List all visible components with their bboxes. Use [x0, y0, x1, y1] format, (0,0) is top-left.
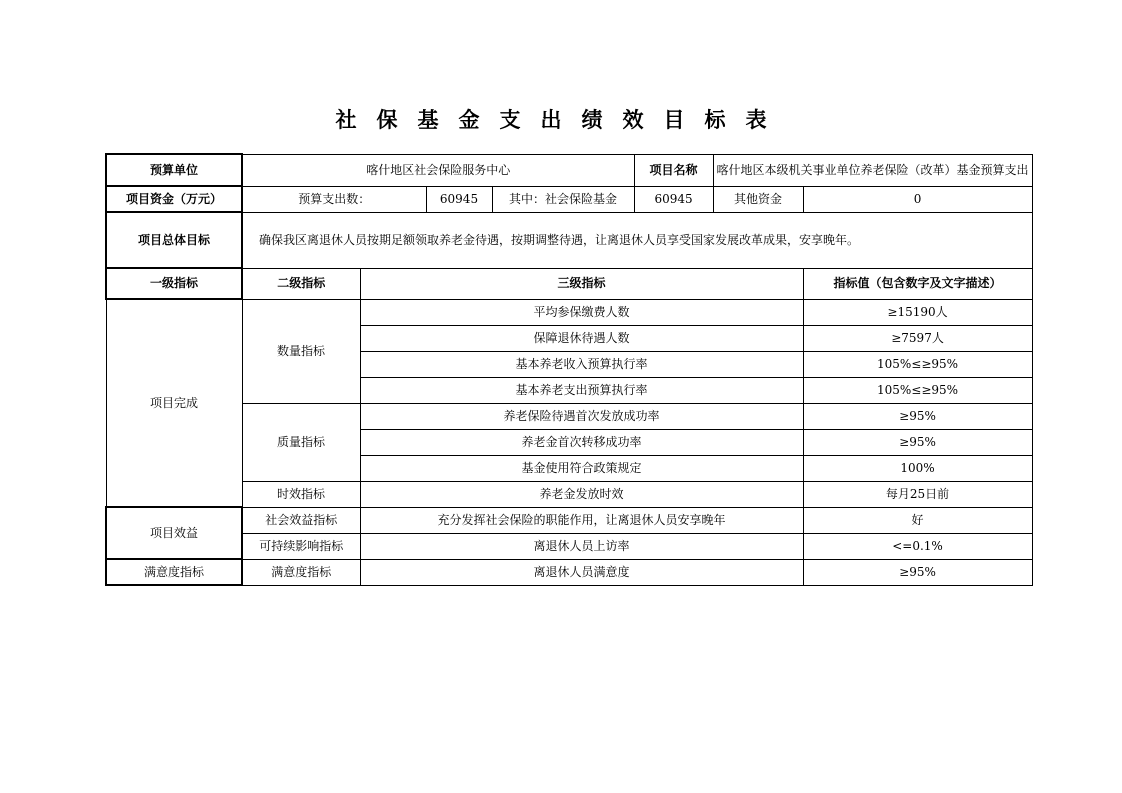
- col-level3: 三级指标: [360, 268, 803, 299]
- goal-label: 项目总体目标: [106, 212, 242, 268]
- indicator-value: 好: [803, 507, 1032, 533]
- project-name-value: 喀什地区本级机关事业单位养老保险（改革）基金预算支出: [713, 154, 1032, 186]
- indicator: 离退休人员上访率: [360, 533, 803, 559]
- indicator: 基本养老支出预算执行率: [360, 377, 803, 403]
- subgroup-satisfaction: 满意度指标: [242, 559, 360, 585]
- indicator-value: 每月25日前: [803, 481, 1032, 507]
- table-row: [106, 533, 1032, 559]
- goal-row: [106, 212, 1032, 268]
- table-row: [106, 559, 1032, 585]
- indicator-value: 100%: [803, 455, 1032, 481]
- indicator-value: 105%≤≥95%: [803, 351, 1032, 377]
- unit-label: 预算单位: [106, 154, 242, 186]
- indicator-value: ≥95%: [803, 403, 1032, 429]
- social-fund-value: 60945: [634, 186, 713, 212]
- indicator-value: ≥7597人: [803, 325, 1032, 351]
- subgroup-quantity: 数量指标: [242, 299, 360, 403]
- column-header-row: [106, 268, 1032, 299]
- indicator: 离退休人员满意度: [360, 559, 803, 585]
- subgroup-social: 社会效益指标: [242, 507, 360, 533]
- subgroup-quality: 质量指标: [242, 403, 360, 481]
- budget-label: 预算支出数：: [242, 186, 426, 212]
- indicator: 保障退休待遇人数: [360, 325, 803, 351]
- table-row: [106, 481, 1032, 507]
- indicator: 养老金发放时效: [360, 481, 803, 507]
- indicator: 养老保险待遇首次发放成功率: [360, 403, 803, 429]
- indicator-value: 105%≤≥95%: [803, 377, 1032, 403]
- col-level2: 二级指标: [242, 268, 360, 299]
- social-fund-label: 其中：社会保险基金: [492, 186, 634, 212]
- col-level1: 一级指标: [106, 268, 242, 299]
- project-name-label: 项目名称: [634, 154, 713, 186]
- indicator: 养老金首次转移成功率: [360, 429, 803, 455]
- page-title: 社保基金支出绩效目标表: [335, 108, 787, 132]
- indicator: 平均参保缴费人数: [360, 299, 803, 325]
- indicator: 充分发挥社会保险的职能作用，让离退休人员安享晚年: [360, 507, 803, 533]
- table-row: [106, 299, 1032, 325]
- table-row: [106, 507, 1032, 533]
- goal-value: 确保我区离退休人员按期足额领取养老金待遇，按期调整待遇，让离退休人员享受国家发展改革成果，安享晚年。: [242, 212, 1032, 268]
- col-value: 指标值（包含数字及文字描述）: [803, 268, 1032, 299]
- indicator-value: ≥95%: [803, 429, 1032, 455]
- budget-value: 60945: [426, 186, 492, 212]
- other-fund-label: 其他资金: [713, 186, 803, 212]
- table-row: [106, 403, 1032, 429]
- other-fund-value: 0: [803, 186, 1032, 212]
- indicator: 基本养老收入预算执行率: [360, 351, 803, 377]
- group-completion: 项目完成: [106, 299, 242, 507]
- funds-label: 项目资金（万元）: [106, 186, 242, 212]
- indicator-value: ≥95%: [803, 559, 1032, 585]
- indicator-value: <=0.1%: [803, 533, 1032, 559]
- unit-row: [106, 154, 1032, 186]
- subgroup-sustainable: 可持续影响指标: [242, 533, 360, 559]
- funds-row: [106, 186, 1032, 212]
- subgroup-timeliness: 时效指标: [242, 481, 360, 507]
- group-benefit: 项目效益: [106, 507, 242, 559]
- group-satisfaction: 满意度指标: [106, 559, 242, 585]
- performance-table: [105, 153, 1033, 586]
- indicator: 基金使用符合政策规定: [360, 455, 803, 481]
- indicator-value: ≥15190人: [803, 299, 1032, 325]
- unit-value: 喀什地区社会保险服务中心: [242, 154, 634, 186]
